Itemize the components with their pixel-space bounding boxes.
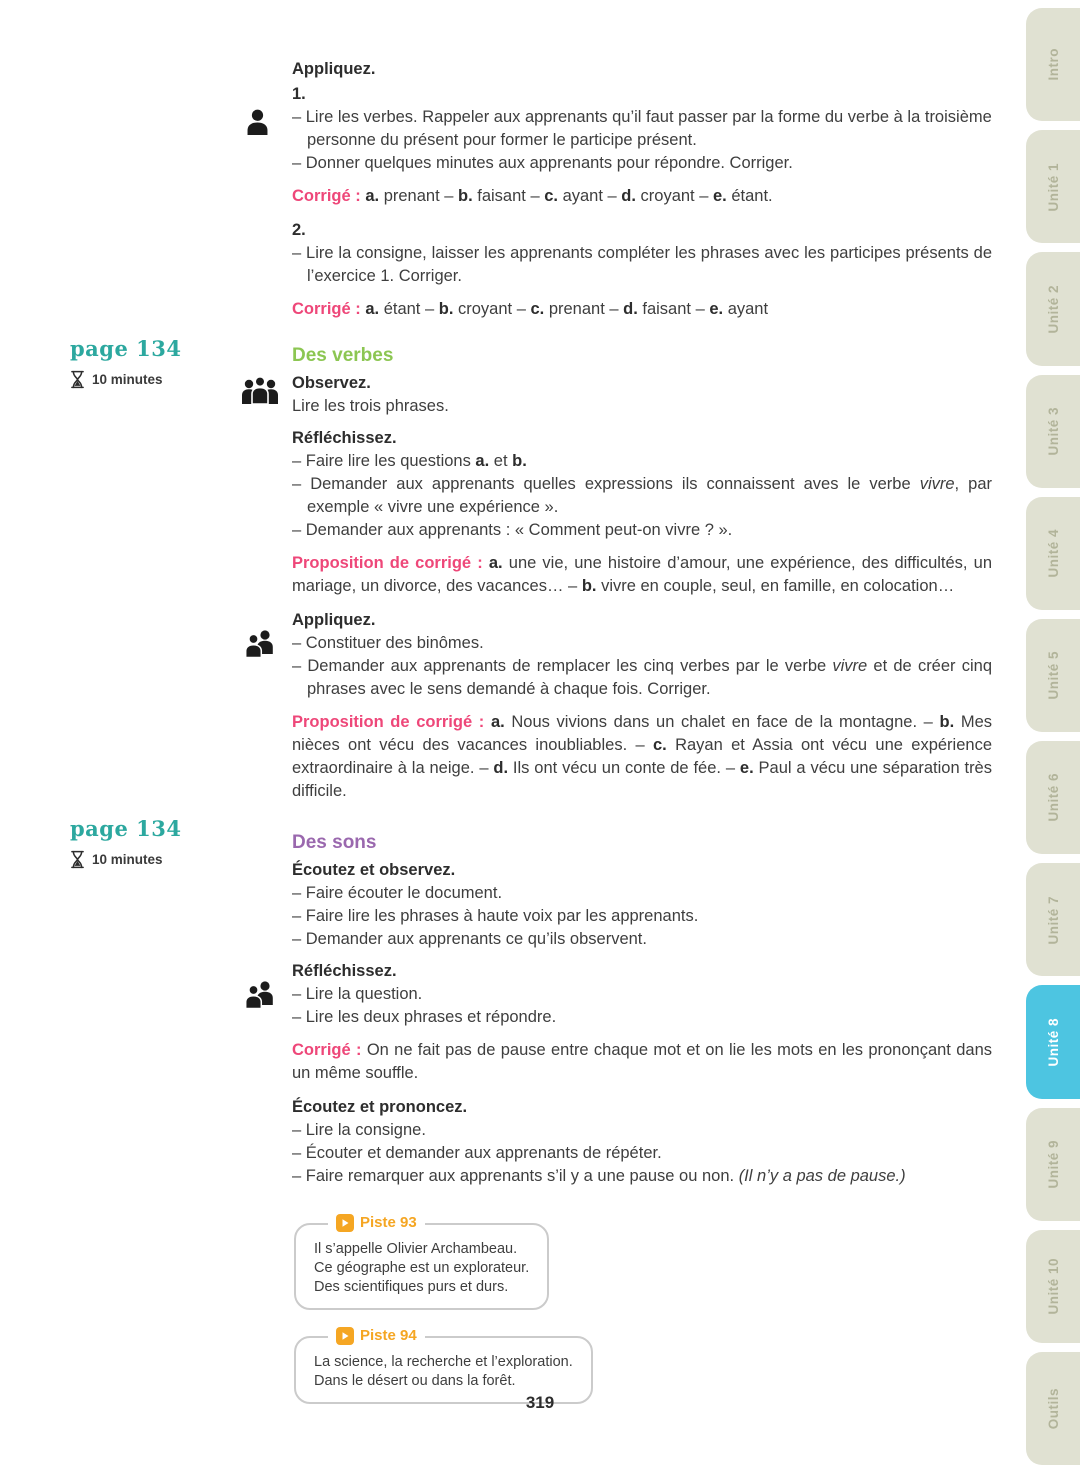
tab-unite-7[interactable] — [1026, 863, 1080, 976]
margin-note-des-verbes — [70, 336, 250, 389]
tab-unite-3[interactable] — [1026, 375, 1080, 488]
instruction-line: – Faire lire les phrases à haute voix par les apprenants. — [292, 907, 699, 925]
activity-heading-ecoutez-observez: Écoutez et observez. — [292, 861, 456, 879]
proposition-corrige-line: Proposition de corrigé : a. Nous vivions dans un chalet en face de la montagne. – b. Mes nièces ont vécu des vacances inoubliables. – c. Rayan et Assia ont vécu une expérience extraordinaire à la neige. – d. Ils ont vécu un conte de fée. – e. Paul a vécu une séparation très difficile. — [292, 713, 993, 800]
hourglass-icon — [70, 850, 85, 869]
corrige-line: Corrigé : On ne fait pas de pause entre chaque mot et on lie les mots en les prononçant dans un même souffle. — [292, 1041, 992, 1082]
instruction-line: – Lire la question. — [292, 985, 423, 1003]
instruction-line: – Faire remarquer aux apprenants s’il y a une pause ou non. (Il n’y a pas de pause.) — [292, 1167, 906, 1185]
activity-heading-observez: Observez. — [292, 374, 371, 392]
lesson-content — [292, 58, 992, 1404]
corrige-line: Corrigé : a. étant – b. croyant – c. prenant – d. faisant – e. ayant — [292, 300, 769, 318]
play-icon[interactable] — [336, 1214, 354, 1232]
tab-unite-6-label: Unité 6 — [1045, 773, 1061, 822]
single-person-icon — [245, 109, 270, 136]
margin-note-des-sons — [70, 816, 250, 869]
instruction-line: – Lire la consigne, laisser les apprenants compléter les phrases avec les participes présents de l’exercice 1. Corriger. — [292, 244, 992, 285]
tab-outils-label: Outils — [1045, 1387, 1061, 1430]
instruction-line: – Demander aux apprenants : « Comment peut-on vivre ? ». — [292, 521, 733, 539]
tab-unite-10[interactable] — [1026, 1230, 1080, 1343]
instruction-line: – Demander aux apprenants quelles expressions ils connaissent aves le verbe vivre, par exemple « vivre une expérience ». — [292, 475, 992, 516]
page-reference: page 134 — [70, 336, 182, 361]
page-reference: page 134 — [70, 816, 182, 841]
transcript-line: Des scientifiques purs et durs. — [314, 1279, 509, 1295]
tab-unite-2[interactable] — [1026, 252, 1080, 365]
section-heading-des-sons: Des sons — [292, 832, 377, 853]
pair-icon — [245, 630, 275, 658]
activity-heading-ecoutez-prononcez: Écoutez et prononcez. — [292, 1098, 468, 1116]
transcript-line: Il s’appelle Olivier Archambeau. — [314, 1241, 518, 1257]
instruction-line: – Donner quelques minutes aux apprenants pour répondre. Corriger. — [292, 154, 793, 172]
tab-unite-7-label: Unité 7 — [1045, 895, 1061, 945]
activity-heading-appliquez: Appliquez. — [292, 60, 376, 78]
transcript-line: Dans le désert ou dans la forêt. — [314, 1373, 516, 1389]
tab-unite-5-label: Unité 5 — [1045, 651, 1061, 700]
instruction-line: – Lire les deux phrases et répondre. — [292, 1008, 557, 1026]
unit-tab-sidebar — [1026, 0, 1080, 1465]
tab-unite-9-label: Unité 9 — [1045, 1139, 1061, 1189]
activity-heading-reflechissez: Réfléchissez. — [292, 962, 397, 980]
tab-unite-1[interactable] — [1026, 130, 1080, 243]
piste-label: Piste 93 — [360, 1214, 417, 1231]
instruction-line: – Faire écouter le document. — [292, 884, 503, 902]
instruction-line: – Lire les verbes. Rappeler aux apprenants qu’il faut passer par la forme du verbe à la troisième personne du présent pour former le participe présent. — [292, 108, 992, 149]
tab-unite-8-label: Unité 8 — [1045, 1017, 1061, 1067]
pair-icon — [245, 981, 275, 1009]
page-number: 319 — [525, 1393, 555, 1412]
tab-unite-3-label: Unité 3 — [1045, 406, 1061, 456]
activity-heading-appliquez: Appliquez. — [292, 611, 376, 629]
tab-unite-6[interactable] — [1026, 741, 1080, 854]
hourglass-icon — [70, 370, 85, 389]
tab-unite-2-label: Unité 2 — [1045, 284, 1061, 334]
corrige-line: Corrigé : a. prenant – b. faisant – c. ayant – d. croyant – e. étant. — [292, 187, 773, 205]
piste-label: Piste 94 — [360, 1327, 417, 1344]
duration-label: 10 minutes — [92, 852, 163, 867]
play-icon[interactable] — [336, 1327, 354, 1345]
step-number: 2. — [292, 221, 306, 239]
tab-unite-10-label: Unité 10 — [1045, 1258, 1061, 1315]
tab-unite-4[interactable] — [1026, 497, 1080, 610]
tab-unite-4-label: Unité 4 — [1045, 529, 1061, 578]
activity-heading-reflechissez: Réfléchissez. — [292, 429, 397, 447]
duration-label: 10 minutes — [92, 372, 163, 387]
tab-intro-label: Intro — [1045, 48, 1061, 81]
audio-transcript-box-piste-93 — [294, 1214, 549, 1310]
transcript-line: La science, la recherche et l’exploration. — [314, 1354, 573, 1370]
instruction-line: – Écouter et demander aux apprenants de répéter. — [292, 1144, 662, 1162]
instruction-line: – Demander aux apprenants ce qu’ils observent. — [292, 930, 647, 948]
proposition-corrige-line: Proposition de corrigé : a. une vie, une histoire d’amour, une expérience, des difficultés, un mariage, un divorce, des vacances… – b. vivre en couple, seul, en famille, en colocation… — [292, 554, 992, 595]
instruction-line: Lire les trois phrases. — [292, 397, 449, 415]
tab-unite-8-active[interactable] — [1026, 985, 1080, 1098]
group-icon — [242, 376, 278, 406]
instruction-line: – Faire lire les questions a. et b. — [292, 452, 527, 470]
step-number: 1. — [292, 85, 306, 103]
instruction-line: – Lire la consigne. — [292, 1121, 426, 1139]
instruction-line: – Demander aux apprenants de remplacer les cinq verbes par le verbe vivre et de créer cinq phrases avec le sens demandé à chaque fois. Corriger. — [292, 657, 993, 698]
instruction-line: – Constituer des binômes. — [292, 634, 484, 652]
tab-unite-5[interactable] — [1026, 619, 1080, 732]
tab-unite-9[interactable] — [1026, 1108, 1080, 1221]
tab-intro[interactable] — [1026, 8, 1080, 121]
section-heading-des-verbes: Des verbes — [292, 345, 394, 366]
transcript-line: Ce géographe est un explorateur. — [314, 1260, 530, 1276]
tab-unite-1-label: Unité 1 — [1045, 162, 1061, 212]
